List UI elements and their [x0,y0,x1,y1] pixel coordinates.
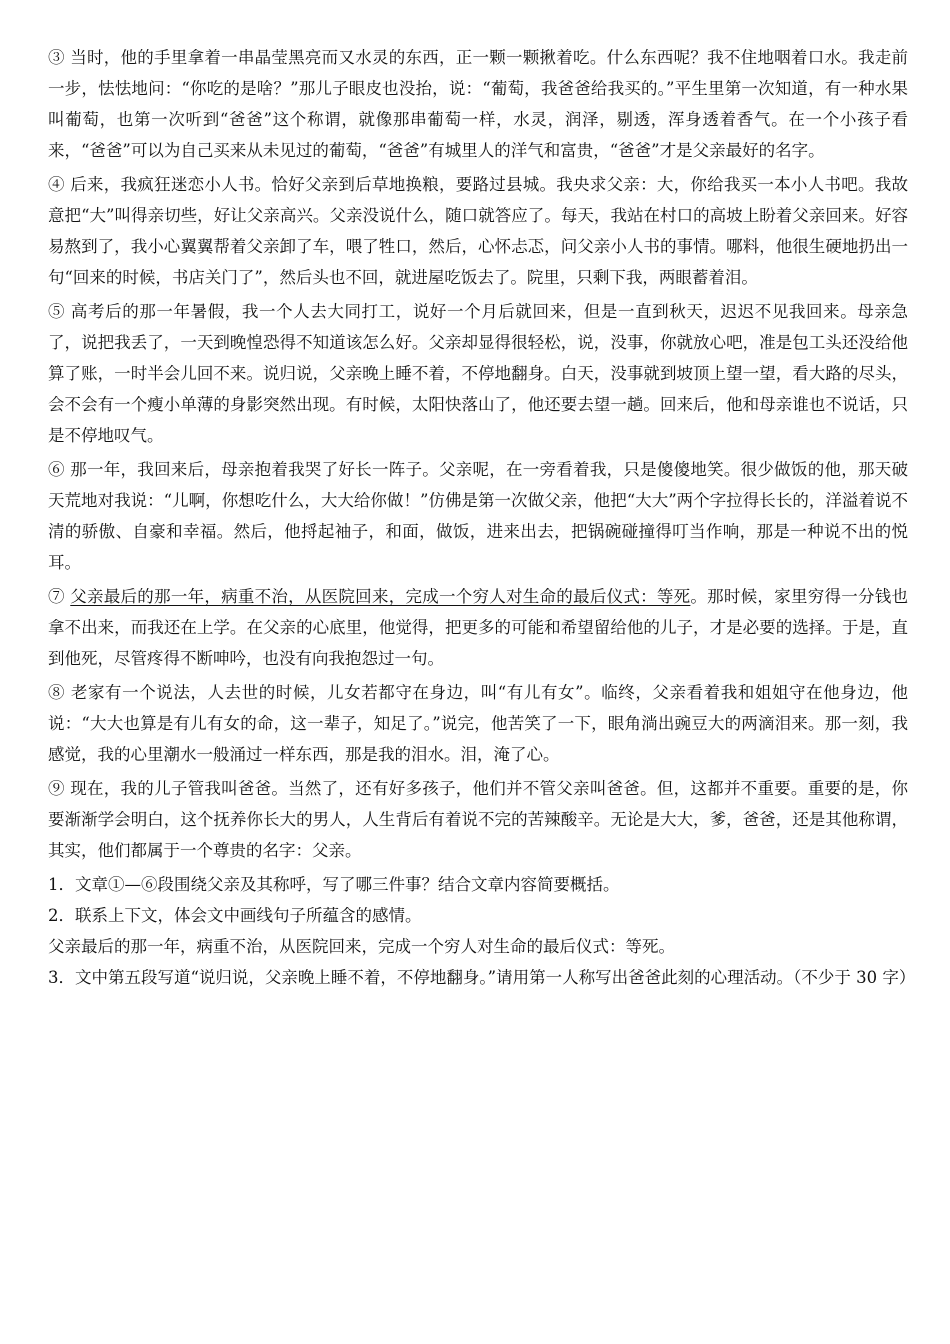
question-2-quote: 父亲最后的那一年，病重不治，从医院回来，完成一个穷人对生命的最后仪式：等死。 [48,937,675,956]
paragraph-7-rest: 。那时候，家里穷得一分钱也拿不出来，而我还在上学。在父亲的心底里，他觉得，把更多的可能和希望留给他的儿子，才是必要的选择。于是，直到他死，尽管疼得不断呻吟，也没有向我抱怨过一句。 [48,587,909,668]
paragraph-3: ③ 当时，他的手里拿着一串晶莹黑亮而又水灵的东西，正一颗一颗揪着吃。什么东西呢？我不住地咽着口水。我走前一步，怯怯地问：“你吃的是啥？”那儿子眼皮也没抬，说：“葡萄，我爸爸给我买的。”平生里第一次知道，有一种水果叫葡萄，也第一次听到“爸爸”这个称谓，就像那串葡萄一样，水灵，润泽，剔透，浑身透着香气。在一个小孩子看来，“爸爸”可以为自己买来从未见过的葡萄，“爸爸”有城里人的洋气和富贵，“爸爸”才是父亲最好的名字。 [48,48,908,160]
underlined-sentence: 父亲最后的那一年，病重不治，从医院回来，完成一个穷人对生命的最后仪式：等死 [70,587,691,606]
question-1: 1．文章①—⑥段围绕父亲及其称呼，写了哪三件事？结合文章内容简要概括。 [48,875,620,894]
question-2: 2．联系上下文，体会文中画线句子所蕴含的感情。 [48,906,422,925]
paragraph-7-number: ⑦ [48,587,71,606]
paragraph-8: ⑧ 老家有一个说法，人去世的时候，儿女若都守在身边，叫“有儿有女”。临终，父亲看着我和姐姐守在他身边，他说：“大大也算是有儿有女的命，这一辈子，知足了。”说完，他苦笑了一下，眼角淌出豌豆大的两滴泪来。那一刻，我感觉，我的心里潮水一般涌过一样东西，那是我的泪水。泪，淹了心。 [48,683,908,764]
paragraph-6: ⑥ 那一年，我回来后，母亲抱着我哭了好长一阵子。父亲呢，在一旁看着我，只是傻傻地笑。很少做饭的他，那天破天荒地对我说：“儿啊，你想吃什么，大大给你做！”仿佛是第一次做父亲，他把“大大”两个字拉得长长的，洋溢着说不清的骄傲、自豪和幸福。然后，他捋起袖子，和面，做饭，进来出去，把锅碗碰撞得叮当作响，那是一种说不出的悦耳。 [48,460,908,572]
document-page [48,42,916,993]
paragraph-9: ⑨ 现在，我的儿子管我叫爸爸。当然了，还有好多孩子，他们并不管父亲叫爸爸。但，这都并不重要。重要的是，你要渐渐学会明白，这个抚养你长大的男人，人生背后有着说不完的苦辣酸辛。无论是大大，爹，爸爸，还是其他称谓，其实，他们都属于一个尊贵的名字：父亲。 [48,779,908,860]
paragraph-4: ④ 后来，我疯狂迷恋小人书。恰好父亲到后草地换粮，要路过县城。我央求父亲：大，你给我买一本小人书吧。我故意把“大”叫得亲切些，好让父亲高兴。父亲没说什么，随口就答应了。每天，我站在村口的高坡上盼着父亲回来。好容易熬到了，我小心翼翼帮着父亲卸了车，喂了牲口，然后，心怀忐忑，问父亲小人书的事情。哪料，他很生硬地扔出一句“回来的时候，书店关门了”，然后头也不回，就进屋吃饭去了。院里，只剩下我，两眼蓄着泪。 [48,175,908,287]
paragraph-5: ⑤ 高考后的那一年暑假，我一个人去大同打工，说好一个月后就回来，但是一直到秋天，迟迟不见我回来。母亲急了，说把我丢了，一天到晚惶恐得不知道该怎么好。父亲却显得很轻松，说，没事，你就放心吧，准是包工头还没给他算了账，一时半会儿回不来。说归说，父亲晚上睡不着，不停地翻身。白天，没事就到坡顶上望一望，看大路的尽头，会不会有一个瘦小单薄的身影突然出现。有时候，太阳快落山了，他还要去望一趟。回来后，他和母亲谁也不说话，只是不停地叹气。 [48,302,908,445]
question-3: 3．文中第五段写道“说归说，父亲晚上睡不着，不停地翻身。”请用第一人称写出爸爸此刻的心理活动。（不少于 30 字） [48,968,916,987]
paragraph-7 [48,581,908,674]
